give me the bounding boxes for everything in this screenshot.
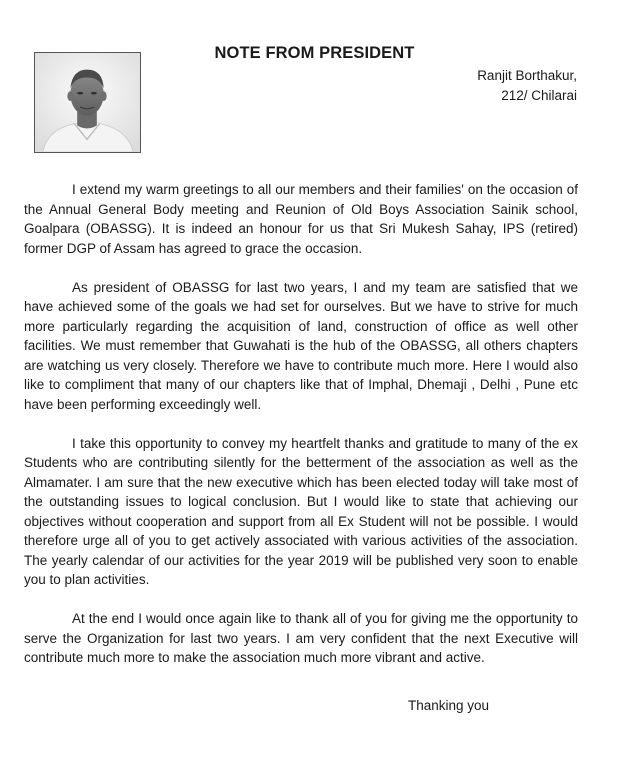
paragraph-achievements: As president of OBASSG for last two years, I and my team are satisfied that we have achieved some of the goals we had set for ourselves. But we have to strive for much more particularly regarding the acquisition of land, construction of office as well other facilities. We must remember that Guwahati is the hub of the OBASSG, all others chapters are watching us very closely. Therefore we have to contribute much more. Here I would also like to compliment that many of our chapters like that of Imphal, Dhemaji , Delhi , Pune etc have been performing exceedingly well. xyxy=(24,279,578,412)
paragraph-gratitude: I take this opportunity to convey my heartfelt thanks and gratitude to many of the ex Students who are contributing silently for the betterment of the association as well as the Almamater. I am sure that the new executive which has been elected today will take most of the outstanding issues to logical conclusion. But I would like to state that achieving our objectives without cooperation and support from all Ex Student will not be possible. I would therefore urge all of you to get actively associated with various activities of the association. The yearly calendar of our activities for the year 2019 will be published very soon to enable you to plan activities. xyxy=(24,435,578,587)
page-title: NOTE FROM PRESIDENT xyxy=(214,44,415,62)
president-photo xyxy=(34,52,141,153)
author-name: Ranjit Borthakur, xyxy=(477,68,577,83)
note-body xyxy=(24,180,578,687)
portrait-photo-icon xyxy=(35,53,140,152)
closing-text: Thanking you xyxy=(408,698,490,713)
paragraph-greetings: I extend my warm greetings to all our members and their families' on the occasion of the Annual General Body meeting and Reunion of Old Boys Association Sainik school, Goalpara (OBASSG). It is indeed an honour for us that Sri Mukesh Sahay, IPS (retired) former DGP of Assam has agreed to grace the occasion. xyxy=(24,182,578,256)
paragraph-conclusion: At the end I would once again like to thank all of you for giving me the opportunity to serve the Organization for last two years. I am very confident that the next Executive will contribute much more to make the association much more vibrant and active. xyxy=(24,611,578,665)
author-block xyxy=(477,66,577,106)
author-designation: 212/ Chilarai xyxy=(501,88,577,103)
